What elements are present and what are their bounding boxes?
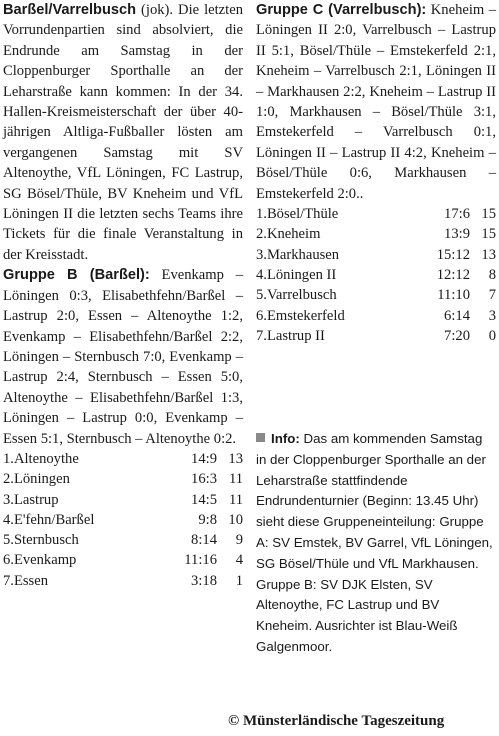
standings-points: 13 xyxy=(481,246,496,263)
standings-team: 1.Bösel/Thüle xyxy=(256,206,339,223)
standings-goals: 15:12 xyxy=(436,246,470,263)
group-c-heading: Gruppe C (Varrelbusch): xyxy=(256,2,427,18)
standings-row xyxy=(3,571,243,591)
standings-goals: 11:16 xyxy=(184,552,217,569)
standings-goals: 14:9 xyxy=(191,450,217,467)
standings-team: 4.Löningen II xyxy=(256,266,337,283)
group-b-standings-body xyxy=(3,449,243,591)
intro-text: (jok). Die letzten Vorrundenpartien sind absolviert, die Endrunde am Samstag in der Cloppenburger Sporthalle an der Leharstraße kann kommen: In der 34. Hallen-Kreismeisterschaft der über 40-jährigen Altliga-Fußballer lösten am vergangenen Samstag mit SV Altenoythe, VfL Löningen, FC Lastrup, SG Bösel/Thüle, BV Kneheim und VfL Löningen II die letzten sechs Teams ihre Tickets für die finale Veranstaltung in der Kreisstadt. xyxy=(3,2,243,263)
standings-goals: 6:14 xyxy=(444,307,470,324)
standings-row xyxy=(256,285,496,305)
group-c-paragraph xyxy=(256,0,496,204)
standings-team: 3.Lastrup xyxy=(3,491,59,508)
standings-team: 6.Evenkamp xyxy=(3,552,77,569)
standings-team: 5.Sternbusch xyxy=(3,532,79,549)
standings-row xyxy=(3,510,243,530)
standings-points: 7 xyxy=(488,287,496,304)
standings-goals: 9:8 xyxy=(198,511,217,528)
standings-row xyxy=(256,306,496,326)
group-c-standings-body xyxy=(256,204,496,346)
group-c-standings-table xyxy=(256,204,496,346)
standings-points: 15 xyxy=(481,206,496,223)
copyright-notice: © Münsterländische Tageszeitung xyxy=(228,713,445,729)
standings-points: 4 xyxy=(235,552,243,569)
standings-goals: 7:20 xyxy=(444,327,470,344)
standings-team: 5.Varrelbusch xyxy=(256,287,337,304)
standings-goals: 3:18 xyxy=(191,572,217,589)
standings-row xyxy=(3,530,243,550)
standings-row xyxy=(3,449,243,469)
standings-points: 1 xyxy=(235,572,243,589)
info-text: Das am kommenden Samstag in der Cloppenburger Sporthalle an der Leharstraße stattfindende Endrundenturnier (Beginn: 13.45 Uhr) sieht diese Gruppeneinteilung: Gruppe A: SV Emstek, BV Garrel, VfL Löningen, SG Bösel/Thüle und VfL Markhausen. Gruppe B: SV DJK Elsten, SV Altenoythe, FC Lastrup und BV Kneheim. Ausrichter ist Blau-Weiß Galgenmoor. xyxy=(256,431,493,654)
standings-points: 15 xyxy=(481,226,496,243)
standings-row xyxy=(256,224,496,244)
standings-team: 7.Essen xyxy=(3,572,48,589)
standings-points: 11 xyxy=(228,491,243,508)
standings-row xyxy=(256,204,496,224)
standings-row xyxy=(256,245,496,265)
standings-team: 6.Emstekerfeld xyxy=(256,307,345,324)
standings-goals: 17:6 xyxy=(444,206,470,223)
left-column xyxy=(3,0,243,591)
group-b-heading: Gruppe B (Barßel): xyxy=(3,267,150,284)
standings-team: 3.Markhausen xyxy=(256,246,340,263)
standings-goals: 13:9 xyxy=(444,226,470,243)
standings-points: 8 xyxy=(488,266,496,283)
standings-goals: 16:3 xyxy=(191,471,217,488)
standings-goals: 12:12 xyxy=(436,266,470,283)
standings-team: 4.E'fehn/Barßel xyxy=(3,511,95,528)
standings-row xyxy=(256,326,496,346)
standings-points: 9 xyxy=(235,532,243,549)
standings-team: 2.Löningen xyxy=(3,471,70,488)
standings-points: 10 xyxy=(228,511,243,528)
standings-row xyxy=(3,469,243,489)
standings-team: 7.Lastrup II xyxy=(256,327,325,344)
standings-row xyxy=(3,490,243,510)
info-label: Info: xyxy=(271,431,300,446)
standings-team: 2.Kneheim xyxy=(256,226,321,243)
group-b-paragraph xyxy=(3,265,243,449)
standings-row xyxy=(3,550,243,570)
intro-heading: Barßel/Varrelbusch xyxy=(3,2,137,18)
standings-points: 11 xyxy=(228,471,243,488)
standings-goals: 8:14 xyxy=(191,532,217,549)
group-b-results: Evenkamp – Löningen 0:3, Elisabethfehn/Barßel – Lastrup 2:0, Essen – Altenoythe 1:2, Evenkamp – Elisabethfehn/Barßel 2:2, Löningen – Sternbusch 7:0, Evenkamp – Lastrup 2:4, Sternbusch – Essen 5:0, Altenoythe – Elisabethfehn/Barßel 1:3, Löningen – Lastrup 0:0, Evenkamp – Essen 5:1, Sternbusch – Altenoythe 0:2. xyxy=(3,267,243,447)
standings-team: 1.Altenoythe xyxy=(3,450,79,467)
standings-points: 0 xyxy=(488,327,496,344)
standings-row xyxy=(256,265,496,285)
standings-goals: 11:10 xyxy=(437,287,470,304)
standings-points: 3 xyxy=(488,307,496,324)
right-column xyxy=(256,0,496,346)
group-b-standings-table xyxy=(3,449,243,591)
info-marker-icon xyxy=(256,433,265,442)
standings-goals: 14:5 xyxy=(191,491,217,508)
intro-paragraph xyxy=(3,0,243,265)
standings-points: 13 xyxy=(228,450,243,467)
group-c-results: Kneheim – Löningen II 2:0, Varrelbusch – Lastrup II 5:1, Bösel/Thüle – Emstekerfeld 2:1, Kneheim – Varrelbusch 2:1, Löningen II – Markhausen 2:2, Kneheim – Lastrup II 1:0, Markhausen – Bösel/Thüle 3:1, Emstekerfeld – Varrelbusch 0:1, Löningen II – Lastrup II 4:2, Kneheim – Bösel/Thüle 0:6, Markhausen – Emstekerfeld 2:0.. xyxy=(256,2,497,202)
info-box xyxy=(256,429,496,658)
